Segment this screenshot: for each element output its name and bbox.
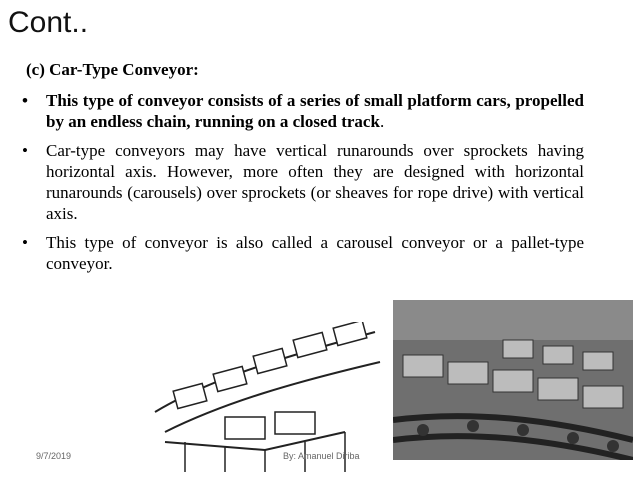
bullet-dot-icon: • [22,91,28,110]
bullet-item-2 [22,140,584,224]
bullet-dot-icon: • [22,233,28,252]
bullet-item-3 [22,232,584,274]
conveyor-photo [393,300,633,460]
footer-author: By: Amanuel Diriba [283,451,360,461]
slide-title: Cont.. [8,6,89,39]
conveyor-line-drawing [145,322,385,472]
footer-date: 9/7/2019 [36,451,72,461]
bullet-suffix: . [108,254,113,273]
bullet-text: This type of conveyor is also called a carousel conveyor or a pallet-type conveyor [46,233,584,273]
bullet-list [22,90,584,282]
bullet-dot-icon: • [22,141,28,160]
bullet-suffix: . [379,112,385,131]
bullet-item-1 [22,90,584,132]
section-subheading: (c) Car-Type Conveyor: [26,60,199,79]
bullet-text: Car-type conveyors may have vertical runarounds over sprockets having horizontal axis. However, more often they are designed with horizontal runarounds (carousels) over sprockets (or sheaves for rope drive) with vertical axis. [46,141,584,223]
bullet-text: This type of conveyor consists of a series of small platform cars, propelled by an endless chain, running on a closed track [46,91,584,131]
